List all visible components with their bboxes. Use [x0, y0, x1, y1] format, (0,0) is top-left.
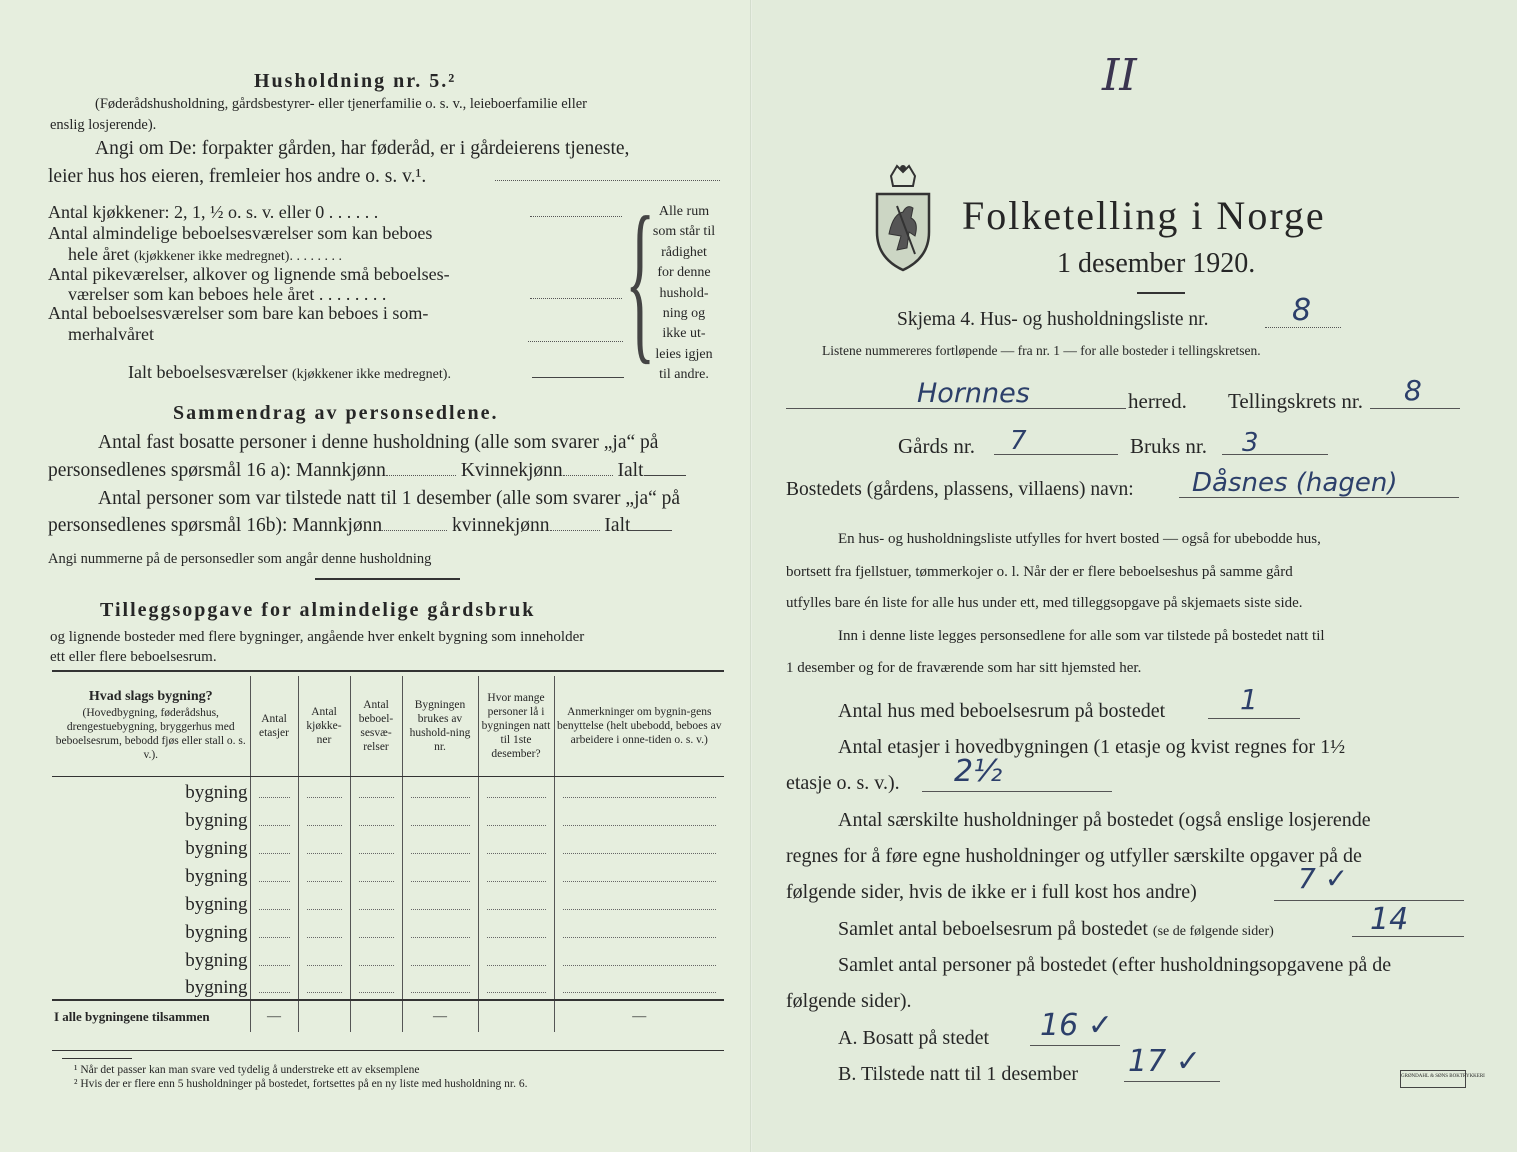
rooms-brace: { — [625, 180, 656, 379]
instruction-5: 1 desember og for de fraværende som har sitt hjemsted her. — [786, 660, 1142, 676]
rooms-maid-answer[interactable] — [530, 298, 622, 299]
cell[interactable] — [478, 804, 554, 832]
angi-answer-line[interactable] — [495, 180, 720, 181]
row-label: bygning — [52, 832, 250, 860]
rooms-side-note: Alle rum som står til rådighet for denne hushold- ning og ikke ut- leies igjen til andre. — [652, 204, 716, 383]
total-kitchens[interactable] — [298, 1000, 350, 1032]
right-page — [752, 0, 1517, 1152]
rooms-summer-answer[interactable] — [528, 341, 623, 342]
cell[interactable] — [298, 776, 350, 804]
farm-title: Tilleggsopgave for almindelige gårdsbruk — [100, 599, 536, 621]
cell[interactable] — [350, 944, 402, 972]
col-kitchens: Antal kjøkke-ner — [298, 676, 350, 776]
col-remarks: Anmerkninger om bygnin-gens benyttelse (helt ubebodd, beboes av arbeidere i onne-tiden o. s. v.) — [554, 676, 724, 776]
col-household-no: Bygningen brukes av hushold-ning nr. — [402, 676, 478, 776]
cell[interactable] — [250, 944, 298, 972]
table-row — [52, 888, 724, 916]
left-page — [0, 0, 752, 1152]
col-floors: Antal etasjer — [250, 676, 298, 776]
table-row — [52, 860, 724, 888]
cell[interactable] — [554, 916, 724, 944]
gards-label: Gårds nr. — [898, 434, 975, 458]
building-table — [52, 676, 724, 1032]
col-persons: Hvor mange personer lå i bygningen natt til 1ste desember? — [478, 676, 554, 776]
pers-label-2: følgende sider). — [786, 990, 912, 1012]
total-label: I alle bygningene tilsammen — [52, 1000, 250, 1032]
farm-sub-2: ett eller flere beboelsesrum. — [50, 649, 217, 665]
household-note-2: enslig losjerende). — [50, 117, 157, 133]
cell[interactable] — [402, 944, 478, 972]
summary-1a: Antal fast bosatte personer i denne husholdning (alle som svarer „ja“ på — [98, 432, 659, 453]
table-row — [52, 916, 724, 944]
rooms-kitchens-answer[interactable] — [530, 216, 622, 217]
cell[interactable] — [554, 972, 724, 1000]
angi-line-1: Angi om De: forpakter gården, har føderåd, er i gårdeierens tjeneste, — [95, 138, 630, 159]
table-row — [52, 776, 724, 804]
rooms-total-answer[interactable] — [532, 377, 624, 378]
main-title: Folketelling i Norge — [962, 193, 1326, 238]
angi-line-2: leier hus hos eieren, fremleier hos andre o. s. v.¹. — [48, 166, 427, 187]
coat-of-arms-icon — [867, 162, 939, 274]
row-label: bygning — [52, 972, 250, 1000]
cell[interactable] — [350, 860, 402, 888]
cell[interactable] — [478, 916, 554, 944]
cell[interactable] — [554, 832, 724, 860]
etasjer-label-2: etasje o. s. v.). — [786, 772, 900, 794]
hush-label-2: regnes for å føre egne husholdninger og utfyller særskilte opgaver på de — [786, 845, 1362, 867]
cell[interactable] — [350, 888, 402, 916]
herred-value: Hornnes — [917, 378, 1030, 409]
hush-label-3: følgende sider, hvis de ikke er i full kost hos andre) — [786, 881, 1197, 903]
tilstede-line[interactable] — [1124, 1081, 1220, 1082]
cell[interactable] — [402, 804, 478, 832]
cell[interactable] — [478, 776, 554, 804]
cell[interactable] — [402, 832, 478, 860]
cell[interactable] — [478, 888, 554, 916]
cell[interactable] — [250, 804, 298, 832]
total-household: — — [402, 1000, 478, 1032]
bosatt-line[interactable] — [1030, 1045, 1120, 1046]
etasjer-value: 2½ — [954, 754, 1003, 789]
rooms-kitchens: Antal kjøkkener: 2, 1, ½ o. s. v. eller 0 . . . . . . — [48, 202, 379, 222]
rooms-ordinary-2: hele året (kjøkkener ikke medregnet). . . . . . . . — [68, 244, 342, 264]
bruks-line[interactable] — [1222, 454, 1328, 455]
bosatt-value: 16 ✓ — [1040, 1008, 1113, 1043]
total-rooms[interactable] — [350, 1000, 402, 1032]
table-bottom-rule — [52, 1050, 724, 1051]
cell[interactable] — [298, 832, 350, 860]
hush-value: 7 ✓ — [1298, 862, 1349, 895]
summary-2a: Antal personer som var tilstede natt til 1 desember (alle som svarer „ja“ på — [98, 488, 681, 509]
summary-2b: personsedlenes spørsmål 16b): Mannkjønn kvinnekjønn Ialt — [48, 515, 672, 537]
farm-sub-1: og lignende bosteder med flere bygninger, angående hver enkelt bygning som inneholder — [50, 629, 585, 645]
cell[interactable] — [250, 888, 298, 916]
tilstede-value: 17 ✓ — [1128, 1044, 1201, 1079]
cell[interactable] — [298, 804, 350, 832]
pers-label-1: Samlet antal personer på bostedet (efter husholdningsopgavene på de — [838, 954, 1392, 976]
gards-value: 7 — [1010, 426, 1027, 456]
cell[interactable] — [402, 888, 478, 916]
numbering-note: Listene nummereres fortløpende — fra nr. 1 — for alle bosteder i tellingskretsen. — [822, 343, 1261, 358]
instruction-2: bortsett fra fjellstuer, tømmerkojer o. l. Når der er flere beboelseshus på samme gård — [786, 564, 1293, 580]
summary-1b: personsedlenes spørsmål 16 a): Mannkjønn Kvinnekjønn Ialt — [48, 460, 686, 482]
instruction-4: Inn i denne liste legges personsedlene for alle som var tilstede på bostedet natt til — [838, 628, 1325, 644]
cell[interactable] — [478, 832, 554, 860]
cell[interactable] — [250, 916, 298, 944]
row-label: bygning — [52, 804, 250, 832]
krets-value: 8 — [1404, 374, 1422, 407]
footnote-2: ² Hvis der er flere enn 5 husholdninger på bostedet, fortsettes på en ny liste med husholdning nr. 6. — [74, 1078, 528, 1090]
cell[interactable] — [250, 860, 298, 888]
rooms-maid-2: værelser som kan beboes hele året . . . . . . . . — [68, 284, 387, 304]
cell[interactable] — [350, 832, 402, 860]
hus-value: 1 — [1240, 683, 1258, 716]
cell[interactable] — [478, 860, 554, 888]
cell[interactable] — [350, 776, 402, 804]
hush-line[interactable] — [1274, 900, 1464, 901]
krets-label: Tellingskrets nr. — [1228, 389, 1364, 413]
summary-3: Angi nummerne på de personsedler som angår denne husholdning — [48, 551, 432, 567]
krets-line[interactable] — [1370, 408, 1460, 409]
cell[interactable] — [250, 776, 298, 804]
cell[interactable] — [350, 916, 402, 944]
table-row — [52, 944, 724, 972]
row-label: bygning — [52, 916, 250, 944]
herred-label: herred. — [1128, 389, 1187, 413]
total-persons[interactable] — [478, 1000, 554, 1032]
cell[interactable] — [554, 776, 724, 804]
cell[interactable] — [350, 972, 402, 1000]
etasjer-line[interactable] — [922, 791, 1112, 792]
cell[interactable] — [402, 972, 478, 1000]
bosted-value: Dåsnes (hagen) — [1192, 468, 1398, 498]
cell[interactable] — [298, 860, 350, 888]
rooms-ordinary-1: Antal almindelige beboelsesværelser som kan beboes — [48, 223, 433, 243]
hus-line[interactable] — [1208, 718, 1300, 719]
cell[interactable] — [402, 860, 478, 888]
footnote-rule — [62, 1058, 132, 1059]
bosted-label: Bostedets (gårdens, plassens, villaens) navn: — [786, 479, 1134, 500]
rooms-summer-1: Antal beboelsesværelser som bare kan beboes i som- — [48, 303, 429, 323]
bosatt-label: A. Bosatt på stedet — [838, 1027, 990, 1049]
schema-value: 8 — [1292, 293, 1312, 328]
row-label: bygning — [52, 776, 250, 804]
household-note-1: (Føderådshusholdning, gårdsbestyrer- eller tjenerfamilie o. s. v., leieboerfamilie eller — [95, 96, 588, 112]
etasjer-label-1: Antal etasjer i hovedbygningen (1 etasje og kvist regnes for 1½ — [838, 736, 1346, 758]
printer-stamp: GRØNDAHL & SØNS BOKTRYKKERI — [1400, 1070, 1466, 1088]
cell[interactable] — [350, 804, 402, 832]
summary-title: Sammendrag av personsedlene. — [173, 402, 499, 424]
cell[interactable] — [250, 832, 298, 860]
schema-label: Skjema 4. Hus- og husholdningsliste nr. — [897, 309, 1209, 330]
footnote-1: ¹ Når det passer kan man svare ved tydelig å understreke ett av eksemplene — [74, 1064, 420, 1076]
rooms-maid-1: Antal pikeværelser, alkover og lignende små beboelses- — [48, 264, 450, 284]
rooms-summer-2: merhalvåret — [68, 324, 154, 344]
cell[interactable] — [402, 776, 478, 804]
table-row — [52, 972, 724, 1000]
total-remarks: — — [554, 1000, 724, 1032]
hus-label: Antal hus med beboelsesrum på bostedet — [838, 700, 1166, 722]
title-divider — [1137, 292, 1185, 294]
rum-value: 14 — [1370, 902, 1409, 937]
instruction-3: utfylles bare én liste for alle hus under ett, med tilleggsopgave på skjemaets siste side. — [786, 595, 1303, 611]
rum-label: Samlet antal beboelsesrum på bostedet (se de følgende sider) — [838, 918, 1274, 940]
cell[interactable] — [554, 860, 724, 888]
col-building-type: Hvad slags bygning? (Hovedbygning, føderådshus, drengestuebygning, bryggerhus med beboelsesrum, bebodd fjøs eller stall o. s. v.). — [52, 676, 250, 776]
roman-numeral: II — [1102, 50, 1137, 101]
table-row — [52, 832, 724, 860]
rooms-total: Ialt beboelsesværelser (kjøkkener ikke medregnet). — [128, 362, 451, 382]
cell[interactable] — [298, 916, 350, 944]
col-rooms: Antal beboel-sesvæ-relser — [350, 676, 402, 776]
row-label: bygning — [52, 888, 250, 916]
household-title: Husholdning nr. 5.² — [254, 70, 457, 92]
cell[interactable] — [554, 804, 724, 832]
cell[interactable] — [402, 916, 478, 944]
row-label: bygning — [52, 860, 250, 888]
tilstede-label: B. Tilstede natt til 1 desember — [838, 1063, 1078, 1085]
cell[interactable] — [298, 972, 350, 1000]
cell[interactable] — [554, 944, 724, 972]
cell[interactable] — [250, 972, 298, 1000]
table-row — [52, 804, 724, 832]
bruks-value: 3 — [1242, 428, 1259, 458]
table-total-row — [52, 1000, 724, 1032]
row-label: bygning — [52, 944, 250, 972]
total-floors: — — [250, 1000, 298, 1032]
cell[interactable] — [298, 888, 350, 916]
cell[interactable] — [554, 888, 724, 916]
hush-label-1: Antal særskilte husholdninger på bostedet (også enslige losjerende — [838, 809, 1371, 831]
instruction-1: En hus- og husholdningsliste utfylles for hvert bosted — også for ubebodde hus, — [838, 531, 1321, 547]
table-top-rule — [52, 670, 724, 672]
cell[interactable] — [478, 944, 554, 972]
cell[interactable] — [298, 944, 350, 972]
census-date: 1 desember 1920. — [1057, 248, 1256, 279]
cell[interactable] — [478, 972, 554, 1000]
section-divider — [315, 578, 460, 580]
bruks-label: Bruks nr. — [1130, 434, 1208, 458]
